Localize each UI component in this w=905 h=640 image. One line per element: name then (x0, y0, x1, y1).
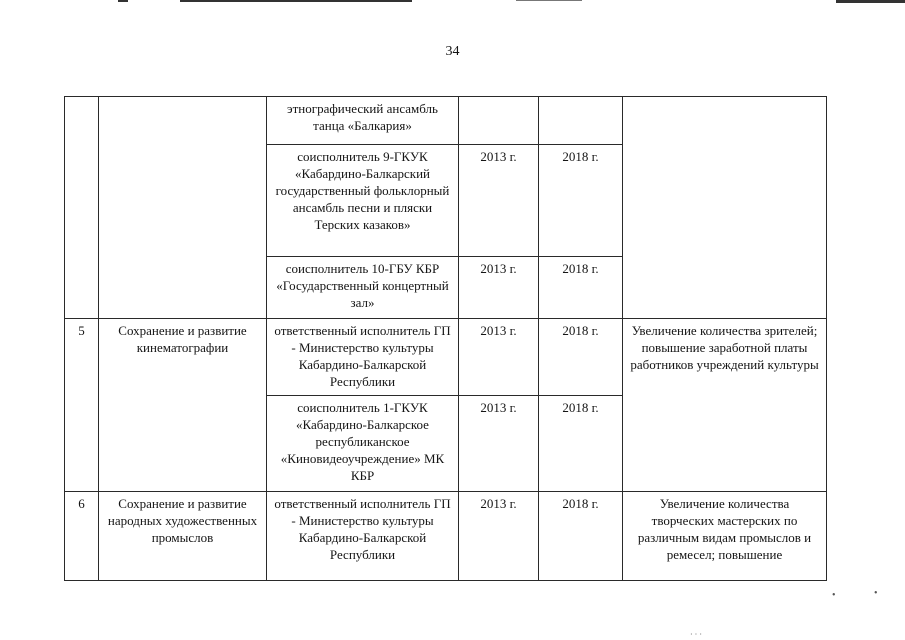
number-cell (65, 97, 99, 319)
scan-artifact-line (118, 0, 128, 2)
end-year-cell: 2018 г. (539, 492, 623, 581)
scan-speck: • (832, 590, 836, 601)
page-number: 34 (445, 44, 460, 59)
table-row (65, 319, 827, 396)
activity-name: Сохранение и развитие кинематографии (99, 319, 267, 492)
scan-speck: · · · (690, 630, 702, 639)
row-number: 5 (65, 319, 99, 492)
name-cell (99, 97, 267, 319)
executor-cell: соисполнитель 1-ГКУК «Кабардино-Балкарское республиканское «Киновидеоучреждение» МК КБР (267, 396, 459, 492)
end-year-cell: 2018 г. (539, 145, 623, 257)
table-row (65, 492, 827, 581)
end-year-cell: 2018 г. (539, 257, 623, 319)
executor-cell: ответственный исполнитель ГП - Министерство культуры Кабардино-Балкарской Республики (267, 492, 459, 581)
start-year-cell: 2013 г. (459, 396, 539, 492)
activity-name: Сохранение и развитие народных художественных промыслов (99, 492, 267, 581)
end-year-cell: 2018 г. (539, 319, 623, 396)
executor-cell: ответственный исполнитель ГП - Министерство культуры Кабардино-Балкарской Республики (267, 319, 459, 396)
result-cell: Увеличение количества зрителей; повышение заработной платы работников учреждений культуры (623, 319, 827, 492)
start-year-cell: 2013 г. (459, 257, 539, 319)
result-cell (623, 97, 827, 319)
executor-cell: этнографический ансамбль танца «Балкария» (267, 97, 459, 145)
executor-cell: соисполнитель 9-ГКУК «Кабардино-Балкарский государственный фольклорный ансамбль песни и пляски Терских казаков» (267, 145, 459, 257)
start-year-cell (459, 97, 539, 145)
end-year-cell (539, 97, 623, 145)
scan-artifact-line (516, 0, 582, 1)
scan-artifact-line (180, 0, 412, 2)
executor-cell: соисполнитель 10-ГБУ КБР «Государственный концертный зал» (267, 257, 459, 319)
scan-speck: • (874, 588, 878, 599)
scan-artifact-line (836, 0, 905, 3)
table-row (65, 97, 827, 145)
row-number: 6 (65, 492, 99, 581)
result-cell: Увеличение количества творческих мастерских по различным видам промыслов и ремесел; повышение (623, 492, 827, 581)
start-year-cell: 2013 г. (459, 319, 539, 396)
start-year-cell: 2013 г. (459, 145, 539, 257)
program-table (64, 96, 827, 581)
start-year-cell: 2013 г. (459, 492, 539, 581)
end-year-cell: 2018 г. (539, 396, 623, 492)
